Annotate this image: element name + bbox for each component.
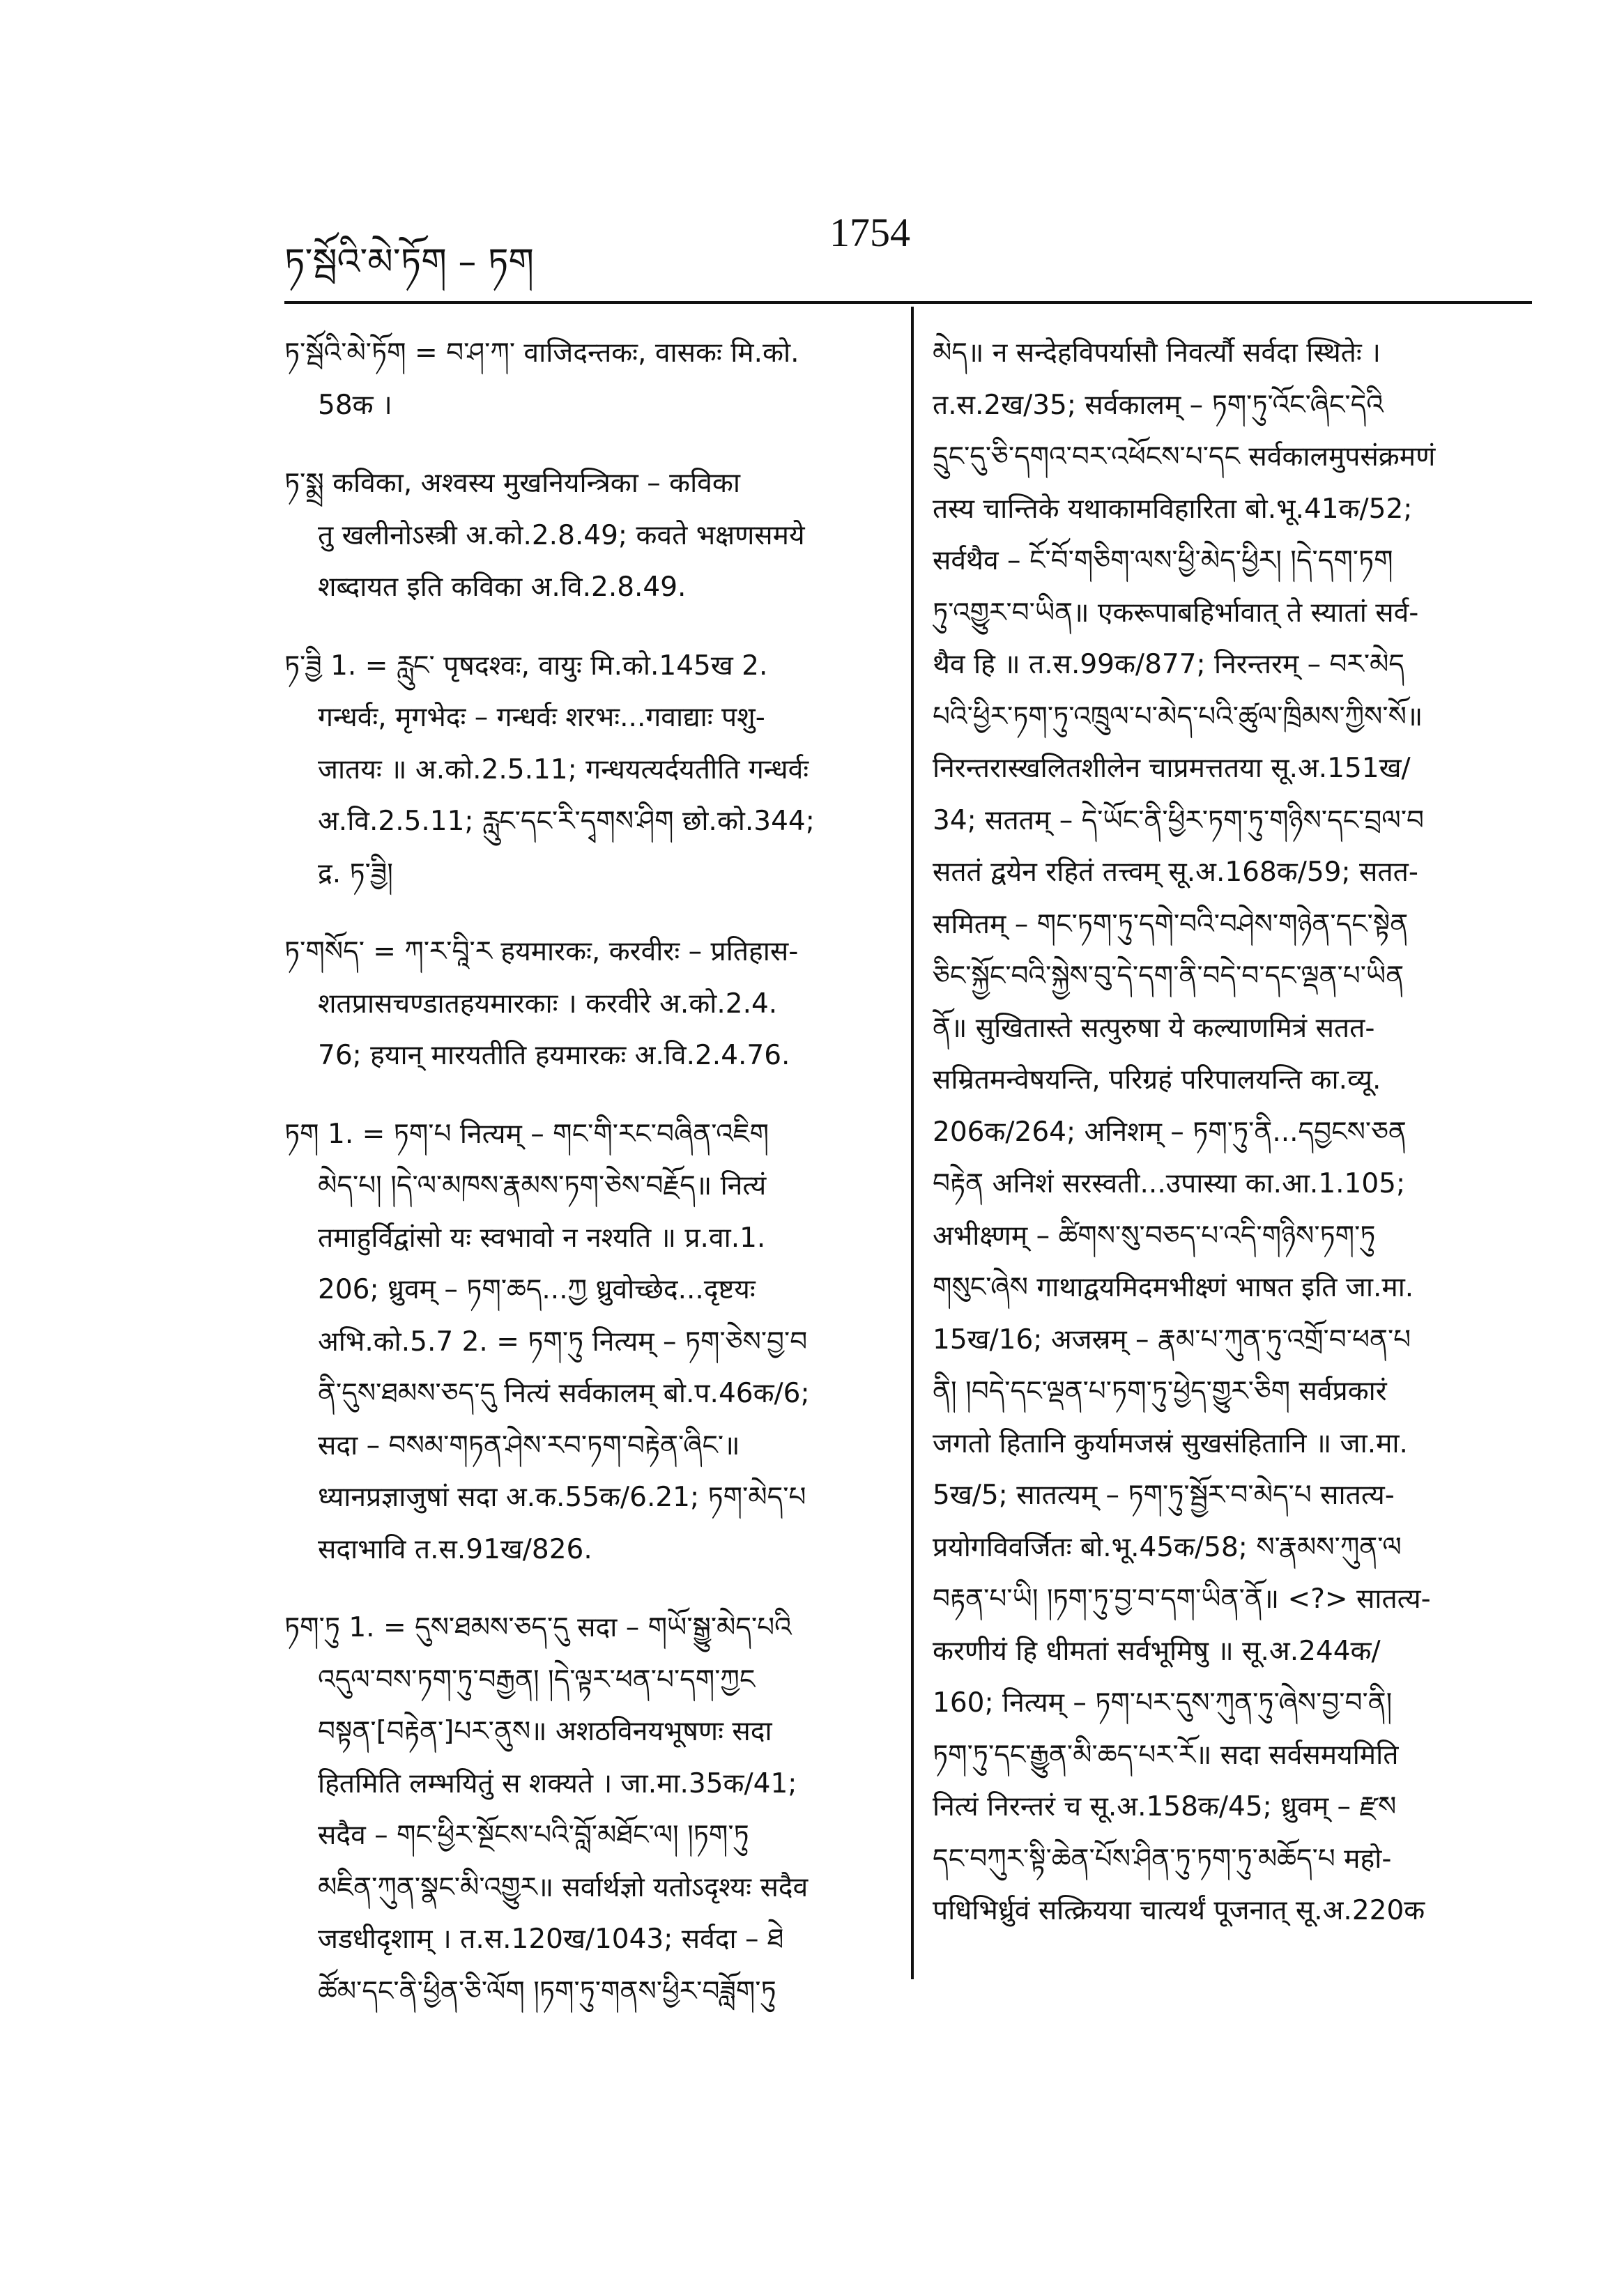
- entry-line: गन्धर्वः, मृगभेदः – गन्धर्वः शरभः...गवाद्याः पशु-: [318, 702, 765, 733]
- entry-line: सदा – བསམ་གཏན་ཤེས་རབ་ཏག་བརྟེན་ཞིང་॥: [318, 1429, 740, 1461]
- left-column: [284, 328, 889, 2044]
- entry-line: ཏག་ཏུ 1. = དུས་ཐམས་ཅད་དུ सदा – གཡོ་སྒྱུ་མེད་པའི: [284, 1612, 792, 1643]
- entry-line: 15ख/16; अजस्रम् – རྣམ་པ་ཀུན་ཏུ་འགྲོ་བ་ཕན་པ: [933, 1323, 1411, 1356]
- entry-line: མེད॥ न सन्देहविपर्यासौ निवर्त्यौ सर्वदा स्थितेः ।: [933, 337, 1381, 369]
- entry-line: དང་བཀུར་སྟི་ཆེན་པོས་ཤིན་ཏུ་ཏག་ཏུ་མཆོད་པ महो-: [933, 1843, 1392, 1875]
- dictionary-entry: [284, 640, 889, 900]
- entry-line: ནོ॥ सुखितास्ते सत्पुरुषा ये कल्याणमित्रं सतत-: [933, 1012, 1375, 1044]
- entry-line: 206क/264; अनिशम् – ཏག་ཏུ་ནི...དབྱངས་ཅན: [933, 1116, 1407, 1148]
- entry-line: ཏུ་འགྱུར་བ་ཡིན॥ एकरूपाबहिर्भावात् ते स्यातां सर्व-: [933, 597, 1419, 629]
- entry-line: प्रयोगविवर्जितः बो.भू.45क/58; ས་རྣམས་ཀུན་ལ: [933, 1531, 1402, 1563]
- entry-line: जातयः ॥ अ.को.2.5.11; गन्धयत्यर्दयतीति गन्धर्वः: [318, 753, 809, 785]
- entry-line: त.स.2ख/35; सर्वकालम् – ཏག་ཏུ་འོང་ཞིང་དེའི: [933, 389, 1384, 421]
- entry-line: ནི། །བདེ་དང་ལྡན་པ་ཏག་ཏུ་ཕྱེད་གྱུར་ཅིག सर्वप्रकारं: [933, 1376, 1387, 1407]
- entry-line: करणीयं हि धीमतां सर्वभूमिषु ॥ सू.अ.244क/: [933, 1635, 1381, 1667]
- entry-line: འདུལ་བས་ཏག་ཏུ་བརྒྱན། །དེ་ལྟར་ཕན་པ་དག་ཀྱང: [318, 1664, 756, 1696]
- entry-line: མཇིན་ཀུན་སྣང་མི་འགྱུར॥ सर्वार्थज्ञो यतोऽदृश्यः सदैव: [318, 1871, 809, 1903]
- entry-line: ཏ་ཟྱི 1. = རླུང་ पृषदश्वः, वायुः मि.को.145ख 2.: [284, 650, 768, 682]
- entry-line: ཏ་གསོད་ = ཀ་ར་བཱི་ར हयमारकः, करवीरः – प्रतिहास-: [284, 936, 799, 967]
- entry-line: 76; हयान् मारयतीति हयमारकः अ.वि.2.4.76.: [318, 1040, 790, 1071]
- page-number: 1754: [829, 210, 910, 255]
- entry-line: ཅིང་སྐྱོང་བའི་སྐྱེས་བུ་དེ་དག་ནི་བདེ་བ་དང་ལྡན་པ་ཡིན: [933, 960, 1404, 992]
- entry-line: तस्य चान्तिके यथाकामविहारिता बो.भू.41क/52;: [933, 493, 1413, 525]
- entry-line: द्र. ཏ་ཟྱི།: [318, 857, 393, 889]
- entry-line: བརྟན་པ་ཡི། །ཏག་ཏུ་བྱ་བ་དག་ཡིན་ནོ॥ <?> सातत्य-: [933, 1583, 1431, 1615]
- entry-line: शब्दायत इति कविका अ.वि.2.8.49.: [318, 571, 687, 603]
- entry-line: सदैव – གང་ཕྱིར་སྔོངས་པའི་བློ་མཐོང་ལ། །ཏག་ཏུ: [318, 1820, 749, 1851]
- entry-line: अ.वि.2.5.11; རླུང་དང་རི་དྭགས་ཤིག छो.को.344;: [318, 806, 815, 837]
- entry-line: 160; नित्यम् – ཏག་པར་དུས་ཀུན་ཏུ་ཞེས་བྱ་བ་ནི།: [933, 1687, 1393, 1719]
- entry-line: 58क ।: [318, 389, 392, 421]
- entry-line: अभीक्ष्णम् – ཚིགས་སུ་བཅད་པ་འདི་གཉིས་ཏག་ཏུ: [933, 1220, 1376, 1252]
- entry-line: མེད་པ། །དེ་ལ་མཁས་རྣམས་ཏག་ཅེས་བརྗོད॥ नित्यं: [318, 1170, 767, 1201]
- entry-line: अभि.को.5.7 2. = ཏག་ཏུ नित्यम् – ཏག་ཅེས་བྱ་བ: [318, 1326, 808, 1358]
- entry-line: པའི་ཕྱིར་ཏག་ཏུ་འཁྲུལ་པ་མེད་པའི་ཚུལ་ཁྲིམས་ཀྱིས་སོ॥: [933, 700, 1423, 732]
- dictionary-entry: [284, 1109, 889, 1576]
- right-column: [933, 328, 1533, 1964]
- entry-line: 34; सततम् – དེ་ཡོང་ནི་ཕྱིར་ཏག་ཏུ་གཉིས་དང་བྲལ་བ: [933, 804, 1425, 836]
- entry-line: ཏ་སྨྲ कविका, अश्वस्य मुखनियन्त्रिका – कविका: [284, 468, 740, 499]
- entry-line: सम्रितमन्वेषयन्ति, परिग्रहं परिपालयन्ति का.व्यू.: [933, 1064, 1381, 1096]
- dictionary-entry: [284, 1602, 889, 2018]
- dictionary-entry: [933, 328, 1533, 1937]
- entry-line: सदाभावि त.स.91ख/826.: [318, 1533, 592, 1565]
- entry-line: 5ख/5; सातत्यम् – ཏག་ཏུ་སྦྱོར་བ་མེད་པ सातत्य-: [933, 1480, 1395, 1511]
- entry-line: བསྟན་[བརྟེན་]པར་ནུས॥ अशठविनयभूषणः सदा: [318, 1716, 772, 1747]
- dictionary-entry: [284, 328, 889, 431]
- entry-line: जगतो हितानि कुर्यामजस्रं सुखसंहितानि ॥ जा.मा.: [933, 1427, 1408, 1459]
- entry-line: सर्वथैव – ངོ་བོ་གཅིག་ལས་ཕྱི་མེད་ཕྱིར། །དེ་དག་ཏག: [933, 545, 1393, 576]
- entry-line: གསུང་ཞེས गाथाद्वयमिदमभीक्ष्णं भाषत इति जा.मा.: [933, 1272, 1414, 1303]
- entry-line: तु खलीनोऽस्त्री अ.को.2.8.49; कवते भक्षणसमये: [318, 519, 805, 551]
- entry-line: थैव हि ॥ त.स.99क/877; निरन्तरम् – བར་མེད: [933, 649, 1404, 680]
- dictionary-entry: [284, 458, 889, 614]
- column-divider: [911, 307, 914, 1979]
- entry-line: ནི་དུས་ཐམས་ཅད་དུ नित्यं सर्वकालम् बो.प.46क/6;: [318, 1378, 810, 1409]
- entry-line: ཏ་སྦོའི་མེ་ཏོག = བ་ཤ་ཀ་ वाजिदन्तकः, वासकः मि.को.: [284, 337, 799, 369]
- entry-line: ध्यानप्रज्ञाजुषां सदा अ.क.55क/6.21; ཏག་མེད་པ: [318, 1482, 806, 1513]
- entry-line: དྲུང་དུ་ཅི་དགའ་བར་འཕོངས་པ་དང सर्वकालमुपसंक्रमणं: [933, 441, 1436, 473]
- entry-line: निरन्तरास्खलितशीलेन चाप्रमत्ततया सू.अ.151ख/: [933, 753, 1411, 784]
- entry-line: समितम् – གང་ཏག་ཏུ་དགེ་བའི་བཤེས་གཉེན་དང་སྟེན: [933, 908, 1409, 940]
- entry-line: हितमिति लम्भयितुं स शक्यते । जा.मा.35क/41;: [318, 1767, 797, 1799]
- entry-line: शतप्रासचण्डातहयमारकाः । करवीरे अ.को.2.4.: [318, 988, 778, 1020]
- dictionary-entry: [284, 926, 889, 1082]
- entry-line: तमाहुर्विद्वांसो यः स्वभावो न नश्यति ॥ प्र.वा.1.: [318, 1222, 766, 1254]
- entry-line: नित्यं निरन्तरं च सू.अ.158क/45; ध्रुवम् – རྫས: [933, 1791, 1397, 1822]
- entry-line: सततं द्वयेन रहितं तत्त्वम् सू.अ.168क/59; सतत-: [933, 857, 1418, 888]
- entry-line: བརྟེན अनिशं सरस्वती...उपास्या का.आ.1.105;: [933, 1168, 1406, 1199]
- entry-line: 206; ध्रुवम् – ཏག་ཆད...ཀྱ ध्रुवोच्छेद...दृष्टयः: [318, 1274, 756, 1305]
- running-head: ཏ་སྦོའི་མེ་ཏོག – ཏག: [284, 241, 535, 283]
- entry-line: ཚོམ་དང་ནི་ཕྱིན་ཅི་ལོག །ཏག་ཏུ་གནས་ཕྱིར་བཟློག་ཏུ: [318, 1975, 776, 2007]
- entry-line: पधिभिर्ध्रुवं सत्क्रियया चात्यर्थं पूजनात् सू.अ.220क: [933, 1895, 1425, 1926]
- entry-line: ཏག 1. = ཏག་པ नित्यम् – གང་གི་རང་བཞིན་འཇིག: [284, 1118, 769, 1150]
- entry-line: जडधीदृशाम् । त.स.120ख/1043; सर्वदा – ཐེ: [318, 1924, 784, 1955]
- header-rule: [284, 301, 1532, 304]
- entry-line: ཏག་ཏུ་དང་རྒྱུན་མི་ཆད་པར་རོ॥ सदा सर्वसमयमिति: [933, 1739, 1399, 1771]
